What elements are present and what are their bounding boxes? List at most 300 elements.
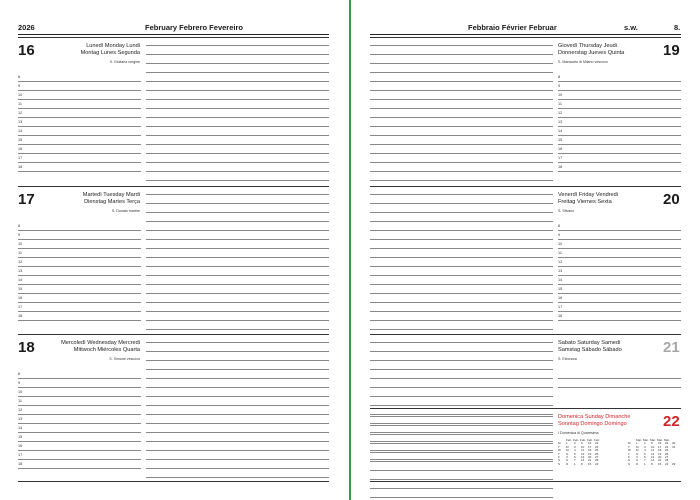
- header-rule: [370, 34, 681, 35]
- hour-line: [18, 153, 141, 154]
- hour-label: 14: [558, 278, 563, 282]
- hour-label: 17: [558, 305, 563, 309]
- hour-label: 13: [558, 120, 563, 124]
- hour-line: [18, 387, 141, 388]
- hour-label: 17: [18, 453, 23, 457]
- hour-line: [18, 135, 141, 136]
- note-line: [146, 248, 329, 249]
- hour-label: 8: [18, 372, 21, 376]
- hour-label: 18: [18, 165, 23, 169]
- note-line: [370, 311, 553, 312]
- hour-line: [558, 302, 681, 303]
- hour-line: [18, 468, 141, 469]
- hour-label: 15: [18, 138, 23, 142]
- note-line: [370, 162, 553, 163]
- day-names: [60, 43, 140, 56]
- mini-calendar-cell: 24: [595, 444, 599, 449]
- mini-calendar-cell: 12: [581, 451, 585, 456]
- mini-calendar-cell: 8: [651, 461, 653, 466]
- note-line: [370, 126, 553, 127]
- note-line: [146, 423, 329, 424]
- left-page: [0, 0, 349, 500]
- note-line: [146, 90, 329, 91]
- day-block: [0, 186, 349, 334]
- hour-line: [18, 284, 141, 285]
- hour-label: 11: [558, 102, 562, 106]
- note-line: [370, 117, 553, 118]
- note-line: [370, 443, 553, 444]
- mini-calendar-cell: 1: [644, 461, 646, 466]
- mini-calendar-cell: S: [636, 458, 639, 463]
- right-month-header: Febbraio Février Februar: [468, 23, 557, 32]
- note-line: [146, 329, 329, 330]
- note-line: [146, 311, 329, 312]
- day-number: 16: [18, 42, 35, 59]
- day-name-line1: Giovedì Thursday Jeudi: [558, 43, 617, 49]
- day-names: [558, 414, 653, 427]
- hour-label: 15: [558, 287, 563, 291]
- hour-label: 14: [18, 278, 23, 282]
- hour-line: [558, 153, 681, 154]
- note-line: [558, 387, 681, 388]
- mini-calendar-cell: M: [636, 444, 639, 449]
- mini-calendar-cell: 8: [581, 461, 583, 466]
- hour-line: [558, 126, 681, 127]
- note-line: [370, 497, 553, 498]
- note-line: [146, 459, 329, 460]
- hour-label: 15: [558, 138, 563, 142]
- mini-calendar-month: Mar.: [643, 438, 649, 442]
- hour-line: [558, 90, 681, 91]
- mini-calendar-cell: 23: [665, 441, 669, 446]
- mini-calendar-cell: 26: [665, 451, 669, 456]
- day-name-line1: Martedì Tuesday Mardi: [82, 192, 140, 198]
- note-line: [370, 144, 553, 145]
- note-line: [370, 396, 553, 397]
- day-block: [351, 37, 700, 185]
- note-line: [146, 126, 329, 127]
- note-line: [370, 81, 553, 82]
- mini-calendar-cell: G: [636, 451, 639, 456]
- left-month-header: February Febrero Fevereiro: [145, 23, 243, 32]
- mini-calendar-month: Mar.: [664, 438, 670, 442]
- mini-calendar-cell: 6: [644, 455, 646, 460]
- note-line: [370, 171, 553, 172]
- note-line: [370, 342, 553, 343]
- day-name-line1: Sabato Saturday Samedi: [558, 340, 621, 346]
- day-divider: [18, 37, 329, 38]
- hour-label: 10: [558, 93, 563, 97]
- note-line: [370, 351, 553, 352]
- note-line: [370, 452, 553, 453]
- note-line: [146, 180, 329, 181]
- mini-calendar-cell: 15: [658, 461, 662, 466]
- mini-calendar-month: Feb.: [587, 438, 594, 442]
- note-line: [146, 257, 329, 258]
- note-line: [146, 99, 329, 100]
- day-block: [0, 334, 349, 482]
- mini-calendar-month: Mar.: [636, 438, 642, 442]
- day-block: [0, 37, 349, 185]
- note-line: [146, 203, 329, 204]
- note-line: [370, 320, 553, 321]
- mini-calendar-cell: S: [558, 461, 561, 466]
- day-number: 19: [663, 42, 680, 59]
- hour-label: 13: [18, 269, 23, 273]
- hour-label: 8: [558, 75, 561, 79]
- year-label: 2026: [18, 23, 35, 32]
- hour-label: 12: [18, 408, 23, 412]
- hour-line: [18, 266, 141, 267]
- mini-calendar-cell: M: [566, 448, 569, 453]
- hour-line: [558, 108, 681, 109]
- hour-line: [558, 293, 681, 294]
- note-line: [370, 479, 553, 480]
- mini-calendar-cell: 13: [581, 455, 585, 460]
- note-line: [370, 266, 553, 267]
- hour-label: 14: [558, 129, 563, 133]
- mini-calendar-cell: 23: [595, 441, 599, 446]
- mini-calendar-cell: 20: [588, 455, 592, 460]
- hour-line: [558, 311, 681, 312]
- hour-label: 14: [18, 426, 23, 430]
- hour-label: 15: [18, 287, 23, 291]
- saint-name: S. Simone vescovo: [109, 357, 140, 361]
- note-line: [146, 194, 329, 195]
- note-line: [146, 117, 329, 118]
- hour-line: [18, 396, 141, 397]
- mini-calendar-cell: 11: [581, 448, 585, 453]
- note-line: [146, 284, 329, 285]
- hour-label: 9: [558, 233, 561, 237]
- mini-calendar-cell: 6: [574, 455, 576, 460]
- hour-line: [558, 99, 681, 100]
- note-line: [370, 275, 553, 276]
- day-name-line2: Montag Lunes Segunda: [80, 49, 140, 56]
- note-line: [146, 72, 329, 73]
- note-line: [370, 108, 553, 109]
- day-name-line1: Venerdì Friday Vendredi: [558, 192, 619, 198]
- hour-line: [18, 423, 141, 424]
- hour-line: [18, 230, 141, 231]
- mini-calendar-cell: 28: [665, 458, 669, 463]
- note-line: [370, 135, 553, 136]
- note-line: [146, 135, 329, 136]
- mini-calendar-cell: 3: [644, 444, 646, 449]
- mini-calendar-cell: 18: [588, 448, 592, 453]
- mini-calendar-cell: 2: [644, 441, 646, 446]
- mini-calendar-month: Feb.: [580, 438, 587, 442]
- hour-label: 11: [18, 102, 22, 106]
- mini-calendar-cell: M: [558, 441, 561, 446]
- mini-calendar-month: Feb.: [594, 438, 601, 442]
- mini-calendar-cell: 14: [581, 458, 585, 463]
- day-name-line2: Mittwoch Miércoles Quarta: [73, 346, 140, 353]
- saint-name: S. Mansueto di Milano vescovo: [558, 60, 608, 64]
- hour-label: 17: [18, 156, 23, 160]
- note-line: [370, 434, 553, 435]
- note-line: [146, 369, 329, 370]
- mini-calendar-cell: 28: [595, 458, 599, 463]
- mini-calendar-cell: 17: [658, 444, 662, 449]
- mini-calendar-cell: L: [636, 441, 638, 446]
- hour-line: [558, 284, 681, 285]
- note-line: [146, 468, 329, 469]
- note-line: [370, 293, 553, 294]
- note-line: [370, 488, 553, 489]
- hour-line: [18, 441, 141, 442]
- note-line: [370, 425, 553, 426]
- mini-calendar-cell: 21: [658, 458, 662, 463]
- hour-line: [558, 144, 681, 145]
- day-name-line1: Mercoledì Wednesday Mercredi: [61, 340, 140, 346]
- mini-calendar-cell: V: [636, 455, 639, 460]
- hour-line: [18, 126, 141, 127]
- note-line: [146, 266, 329, 267]
- mini-calendar-cell: 5: [644, 451, 646, 456]
- hour-line: [558, 117, 681, 118]
- note-line: [370, 99, 553, 100]
- mini-calendar-cell: 18: [658, 448, 662, 453]
- saint-name: S. Silvano: [558, 209, 575, 213]
- hour-label: 14: [18, 129, 23, 133]
- hour-label: 12: [18, 111, 23, 115]
- hour-label: 16: [18, 444, 23, 448]
- saint-name: I Domenica di Quaresima: [558, 431, 599, 435]
- mini-calendar-cell: 19: [588, 451, 592, 456]
- mini-calendar-cell: D: [566, 461, 569, 466]
- hour-label: 12: [18, 260, 23, 264]
- mini-calendar-cell: 17: [588, 444, 592, 449]
- note-line: [146, 360, 329, 361]
- note-line: [146, 387, 329, 388]
- mini-calendar-cell: W: [628, 448, 631, 453]
- hour-line: [558, 135, 681, 136]
- mini-calendar-cell: 27: [665, 455, 669, 460]
- mini-calendar-cell: 4: [644, 448, 646, 453]
- mini-calendar-row: [628, 463, 679, 466]
- note-line: [370, 461, 553, 462]
- note-line: [370, 63, 553, 64]
- hour-label: 8: [18, 75, 21, 79]
- mini-calendar-cell: 26: [595, 451, 599, 456]
- hour-label: 11: [558, 251, 562, 255]
- hour-label: 13: [18, 417, 23, 421]
- hour-label: 16: [558, 296, 563, 300]
- hour-line: [558, 239, 681, 240]
- day-number: 20: [663, 191, 680, 208]
- week-label: s.w.: [624, 23, 638, 32]
- hour-line: [18, 257, 141, 258]
- mini-calendar-cell: T: [558, 444, 560, 449]
- hour-line: [18, 275, 141, 276]
- note-line: [370, 329, 553, 330]
- hour-label: 18: [558, 314, 563, 318]
- mini-calendar-month: Mar.: [657, 438, 663, 442]
- note-line: [370, 54, 553, 55]
- hour-line: [558, 275, 681, 276]
- note-line: [370, 72, 553, 73]
- hour-line: [18, 378, 141, 379]
- hour-line: [18, 99, 141, 100]
- mini-calendar-cell: W: [558, 448, 561, 453]
- mini-calendar-cell: 19: [658, 451, 662, 456]
- mini-calendar-cell: S: [628, 458, 631, 463]
- note-line: [370, 180, 553, 181]
- hour-label: 18: [558, 165, 563, 169]
- mini-calendar-cell: M: [628, 441, 631, 446]
- day-names: [558, 340, 653, 353]
- saint-name: S. Eleonora: [558, 357, 577, 361]
- hour-line: [558, 81, 681, 82]
- hour-label: 13: [18, 120, 23, 124]
- note-line: [146, 320, 329, 321]
- note-line: [146, 396, 329, 397]
- mini-calendar-cell: 4: [574, 448, 576, 453]
- note-line: [370, 470, 553, 471]
- hour-label: 16: [18, 296, 23, 300]
- page-bottom-rule: [370, 481, 681, 482]
- day-divider: [370, 408, 681, 409]
- mini-calendar-cell: 11: [651, 448, 655, 453]
- hour-line: [558, 266, 681, 267]
- hour-label: 16: [558, 147, 563, 151]
- mini-calendar-month: Feb.: [566, 438, 573, 442]
- note-line: [146, 171, 329, 172]
- note-line: [146, 81, 329, 82]
- hour-line: [18, 117, 141, 118]
- hour-line: [18, 414, 141, 415]
- note-line: [370, 212, 553, 213]
- hour-label: 17: [18, 305, 23, 309]
- note-line: [146, 351, 329, 352]
- note-line: [370, 302, 553, 303]
- day-number: 18: [18, 339, 35, 356]
- note-line: [370, 239, 553, 240]
- note-line: [146, 221, 329, 222]
- mini-calendar-cell: T: [628, 444, 630, 449]
- hour-label: 12: [558, 111, 563, 115]
- mini-calendar-cell: 2: [574, 441, 576, 446]
- hour-line: [18, 302, 141, 303]
- note-line: [146, 45, 329, 46]
- hour-label: 17: [558, 156, 563, 160]
- note-line: [146, 230, 329, 231]
- hour-label: 18: [18, 314, 23, 318]
- mini-calendar-cell: G: [566, 451, 569, 456]
- hour-line: [18, 405, 141, 406]
- hour-line: [18, 162, 141, 163]
- hour-label: 9: [18, 381, 21, 385]
- hour-label: 18: [18, 462, 23, 466]
- hour-line: [558, 162, 681, 163]
- note-line: [146, 162, 329, 163]
- mini-calendar-cell: 29: [672, 461, 676, 466]
- hour-label: 9: [18, 84, 21, 88]
- mini-calendar-cell: 1: [574, 461, 576, 466]
- mini-calendar: [558, 439, 602, 466]
- note-line: [146, 144, 329, 145]
- day-divider: [370, 186, 681, 187]
- day-names: [60, 192, 140, 205]
- day-divider: [370, 37, 681, 38]
- mini-calendar-cell: 13: [651, 455, 655, 460]
- week-number: 8.: [674, 23, 681, 32]
- day-name-line2: Dienstag Martes Terça: [84, 198, 140, 205]
- mini-calendar-cell: 9: [581, 441, 583, 446]
- note-line: [146, 450, 329, 451]
- note-line: [146, 405, 329, 406]
- hour-label: 16: [18, 147, 23, 151]
- day-names: [558, 192, 653, 205]
- mini-calendar-cell: 7: [574, 458, 576, 463]
- day-name-line2: Sonntag Domingo Domingo: [558, 420, 627, 427]
- hour-line: [18, 90, 141, 91]
- day-number: 22: [663, 413, 680, 430]
- hour-line: [18, 432, 141, 433]
- day-name-line1: Lunedì Monday Lundi: [86, 43, 140, 49]
- note-line: [370, 378, 553, 379]
- saint-name: S. Donato martire: [111, 209, 140, 213]
- day-names: [60, 340, 140, 353]
- hour-line: [18, 293, 141, 294]
- hour-label: 10: [18, 93, 23, 97]
- mini-calendar-cell: 9: [651, 441, 653, 446]
- mini-calendar-cell: 16: [588, 441, 592, 446]
- note-line: [146, 441, 329, 442]
- hour-line: [18, 171, 141, 172]
- mini-calendar-cell: 16: [658, 441, 662, 446]
- note-line: [370, 45, 553, 46]
- note-line: [146, 108, 329, 109]
- note-line: [370, 90, 553, 91]
- mini-calendar-cell: 25: [665, 448, 669, 453]
- mini-calendar-row: [558, 463, 602, 466]
- note-line: [370, 405, 553, 406]
- note-line: [370, 416, 553, 417]
- mini-calendar-cell: S: [566, 458, 569, 463]
- day-name-line2: Donnerstag Jueves Quinta: [558, 49, 625, 56]
- hour-line: [18, 320, 141, 321]
- hour-line: [18, 311, 141, 312]
- hour-line: [558, 257, 681, 258]
- mini-calendar-cell: 12: [651, 451, 655, 456]
- mini-calendar-cell: F: [558, 455, 560, 460]
- mini-calendar-cell: 10: [651, 444, 655, 449]
- mini-calendar-cell: M: [566, 444, 569, 449]
- mini-calendar: [628, 439, 679, 466]
- mini-calendar-month: Feb.: [573, 438, 580, 442]
- right-page: [351, 0, 700, 500]
- note-line: [146, 477, 329, 478]
- mini-calendar-cell: 21: [588, 458, 592, 463]
- mini-calendar-cell: 14: [651, 458, 655, 463]
- hour-label: 8: [18, 224, 21, 228]
- mini-calendar-cell: 31: [672, 444, 676, 449]
- mini-calendar-cell: 25: [595, 448, 599, 453]
- hour-line: [18, 108, 141, 109]
- hour-line: [18, 450, 141, 451]
- mini-calendar-cell: 7: [644, 458, 646, 463]
- mini-calendar-cell: 30: [672, 441, 676, 446]
- mini-calendar-cell: V: [566, 455, 569, 460]
- note-line: [370, 248, 553, 249]
- note-line: [146, 239, 329, 240]
- note-line: [146, 275, 329, 276]
- hour-line: [18, 144, 141, 145]
- hour-label: 11: [18, 399, 22, 403]
- note-line: [370, 194, 553, 195]
